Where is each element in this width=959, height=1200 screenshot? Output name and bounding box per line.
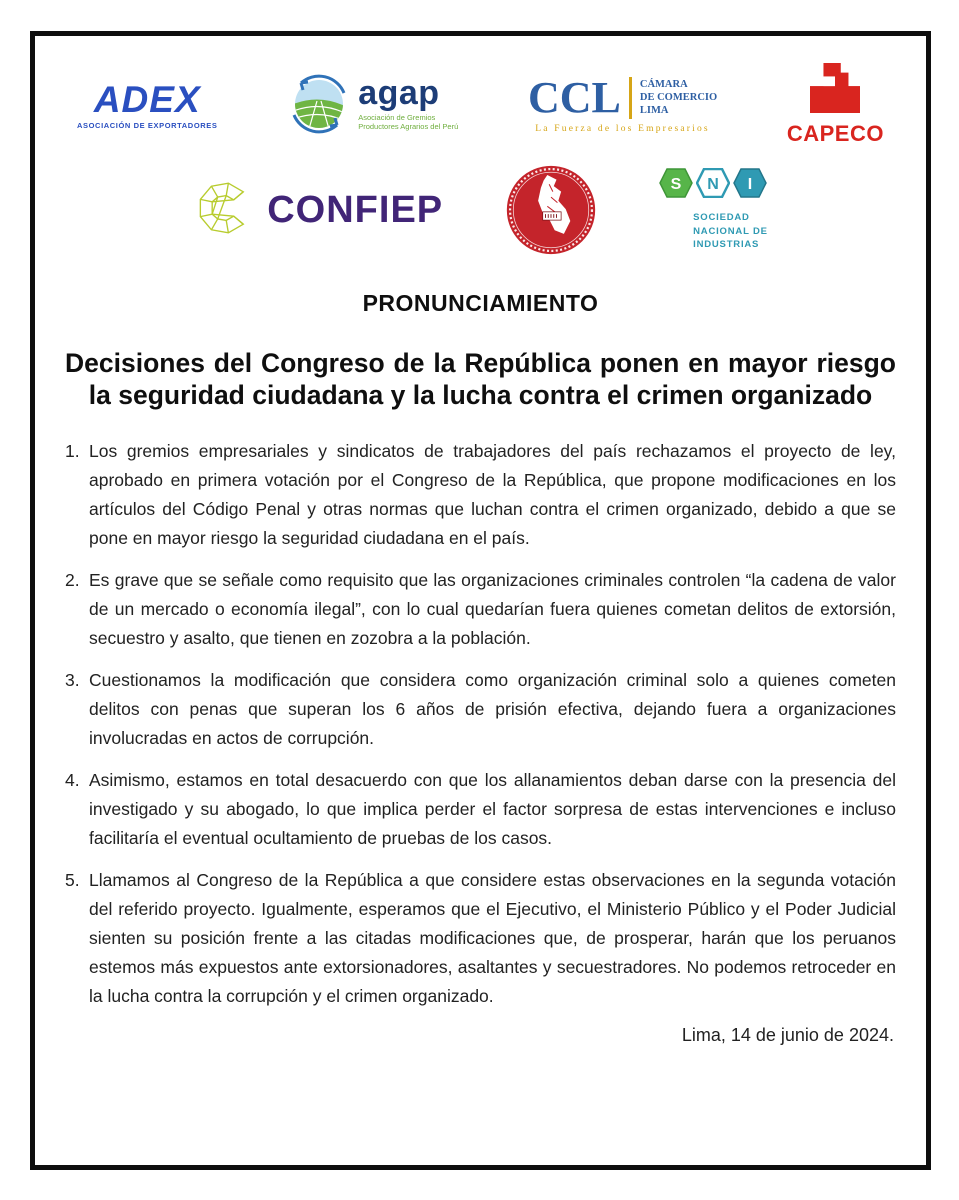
- agap-wordmark: agap: [358, 74, 440, 113]
- confiep-logo: [193, 177, 443, 244]
- item-text: Asimismo, estamos en total desacuerdo con que los allanamientos deban darse con la presencia del investigado y su abogado, lo que implica perder el factor sorpresa de estas intervenciones e incluso facilitaría el eventual ocultamiento de pruebas de los casos.: [89, 770, 896, 848]
- sni-hex-s-icon: [659, 168, 693, 203]
- workers-union-seal: [505, 164, 597, 256]
- item-text: Cuestionamos la modificación que considera como organización criminal solo a quienes cometen delitos con penas que superan los 6 años de prisión efectiva, dejando fuera a organizaciones involucradas en actos de corrupción.: [89, 670, 896, 748]
- ccl-wordmark: CCL: [527, 72, 621, 122]
- capeco-logo: [787, 63, 884, 147]
- document-title: PRONUNCIAMIENTO: [362, 290, 599, 316]
- agap-subtitle: Asociación de Gremios Productores Agrarios del Perú: [358, 112, 459, 132]
- item-number: 3.: [65, 670, 80, 690]
- list-item-4: [65, 766, 896, 853]
- ccl-divider-bar: [629, 77, 632, 119]
- confiep-wordmark: CONFIEP: [267, 188, 444, 231]
- item-text: Es grave que se señale como requisito que las organizaciones criminales controlen “la cadena de valor de un mercado o economía ilegal”, con lo cual quedarían fuera quienes cometan delitos de extorsión, secuestro y asalto, que tienen en zozobra a la población.: [89, 570, 896, 648]
- item-text: Los gremios empresariales y sindicatos de trabajadores del país rechazamos el proyecto de ley, aprobado en primera votación por el Congreso de la República, que propone modificaciones en los artículos del Código Penal y otras normas que luchan contra el crimen organizado, debido a que se pone en mayor riesgo la seguridad ciudadana en el país.: [89, 441, 896, 548]
- list-item-3: [65, 666, 896, 753]
- sni-subtitle: SOCIEDAD NACIONAL DE INDUSTRIAS: [693, 211, 768, 251]
- sni-hex-i-icon: [733, 168, 767, 203]
- sni-hexagons: [659, 168, 768, 203]
- list-item-2: [65, 566, 896, 653]
- page-content: [35, 36, 926, 1165]
- item-number: 1.: [65, 441, 80, 461]
- logo-row-top: [65, 68, 896, 146]
- agap-text-block: [358, 74, 459, 132]
- capeco-wordmark: CAPECO: [786, 121, 884, 146]
- item-number: 4.: [65, 770, 80, 790]
- adex-wordmark: ADEX: [93, 78, 201, 120]
- sni-hex-n-icon: [696, 168, 730, 203]
- item-number: 5.: [65, 870, 80, 890]
- list-item-1: [65, 437, 896, 553]
- confiep-c-icon: [193, 177, 255, 244]
- adex-subtitle: ASOCIACIÓN DE EXPORTADORES: [77, 120, 218, 130]
- list-item-5: [65, 866, 896, 1011]
- logo-row-bottom: [65, 164, 896, 256]
- item-text: Llamamos al Congreso de la República a que considere estas observaciones en la segunda votación del referido proyecto. Igualmente, esperamos que el Ejecutivo, el Ministerio Público y el Poder Judicial sienten su posición frente a las citadas modificaciones que, de prosperar, harán que los peruanos estemos más expuestos ante extorsionadores, asaltantes y secuestradores. No podemos retroceder en la lucha contra la corrupción y el crimen organizado.: [89, 870, 896, 1006]
- ccl-tagline: La Fuerza de los Empresarios: [535, 123, 710, 134]
- svg-text:S: S: [670, 175, 682, 193]
- pronouncement-list: [65, 437, 896, 1011]
- agap-globe-icon: [287, 71, 351, 140]
- dateline: Lima, 14 de junio de 2024.: [681, 1025, 894, 1045]
- ccl-logo: [527, 72, 718, 134]
- document-heading: Decisiones del Congreso de la República ponen en mayor riesgo la seguridad ciudadana y la lucha contra el crimen organizado: [65, 348, 896, 410]
- ccl-org-name: CÁMARA DE COMERCIO LIMA: [639, 78, 718, 117]
- agap-logo: [287, 71, 458, 140]
- svg-text:N: N: [707, 175, 719, 193]
- svg-text:I: I: [747, 175, 753, 193]
- ccl-lockup: [527, 72, 718, 122]
- capeco-steps-icon: [810, 63, 860, 118]
- adex-logo: [77, 78, 218, 130]
- item-number: 2.: [65, 570, 80, 590]
- sni-logo: [659, 168, 768, 252]
